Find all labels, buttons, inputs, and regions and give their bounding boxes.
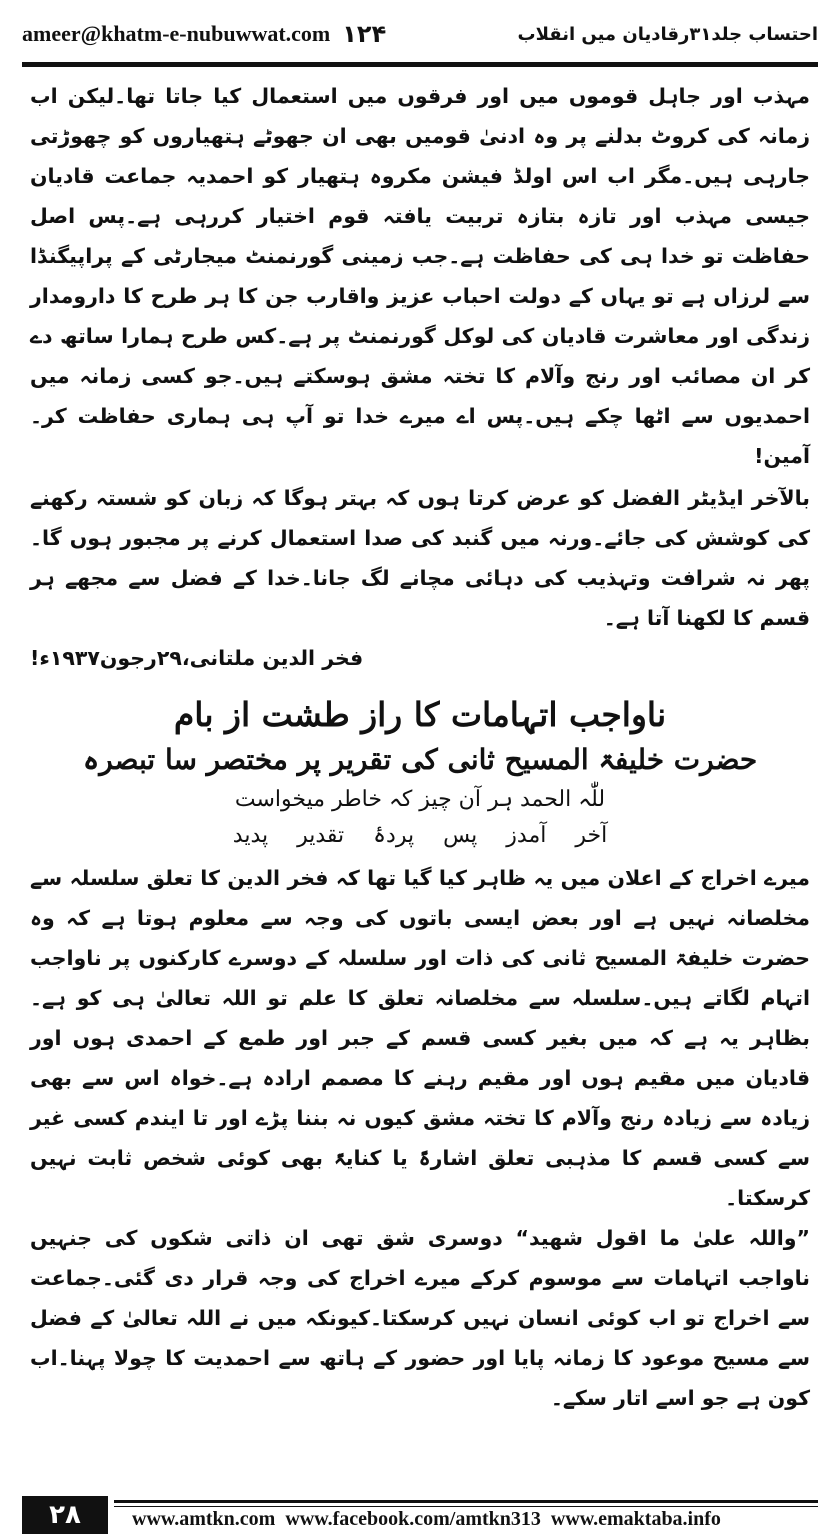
folio-number: ۲۸ <box>22 1496 108 1534</box>
article1-paragraph-2: بالآخر ایڈیٹر الفضل کو عرض کرتا ہوں کہ بہتر ہوگا کہ زبان کو شستہ رکھنے کی کوشش کی جائے۔ورنہ میں گنبد کی صدا استعمال کرنے پر مجبور ہوں گا۔پھر نہ شرافت وتہذیب کی دہائی مچانے لگ جانا۔خدا کے فضل سے مجھے ہر قسم کا لکھنا آتا ہے۔ <box>30 486 810 630</box>
article-subheading: حضرت خلیفۃ المسیح ثانی کی تقریر پر مختصر سا تبصرہ <box>82 743 758 776</box>
page-content <box>30 76 810 1418</box>
footer-links <box>132 1508 818 1531</box>
footer-link-facebook[interactable]: www.facebook.com/amtkn313 <box>285 1508 541 1530</box>
header-rule <box>22 62 818 67</box>
signoff-row <box>30 638 810 678</box>
running-title: احتساب جلد۳۱رقادیان میں انقلاب <box>517 23 818 45</box>
header-left <box>22 20 386 48</box>
footer-rules <box>114 1500 818 1507</box>
author-signoff: فخر الدین ملتانی،۲۹رجون۱۹۳۷ء! <box>30 646 364 670</box>
footer-link-emaktaba[interactable]: www.emaktaba.info <box>550 1508 721 1530</box>
page-number: ۱۲۴ <box>342 20 387 48</box>
article2-paragraph-2: ”واللہ علیٰ ما اقول شھید“ دوسری شق تھی ان ذاتی شکوں کی جنہیں ناواجب اتہامات سے موسوم کرکے میرے اخراج کی وجہ قرار دی گئی۔جماعت سے اخراج تو اب کوئی انسان نہیں کرسکتا۔کیونکہ میں نے اللہ تعالیٰ کے فضل سے مسیح موعود کا زمانہ پایا اور حضور کے ہاتھ سے احمدیت کا چولا پہنا۔اب کون ہے جو اسے اتار سکے۔ <box>30 1226 810 1410</box>
page-header <box>22 14 818 54</box>
article2-paragraph-1: میرے اخراج کے اعلان میں یہ ظاہر کیا گیا تھا کہ فخر الدین کا تعلق سلسلہ سے مخلصانہ نہیں ہے اور بعض ایسی باتوں کی وجہ سے معلوم ہوتا ہے کہ وہ حضرت خلیفۃ المسیح ثانی کی ذات اور سلسلہ کے دوسرے کارکنوں پر ناواجب اتہام لگاتے ہیں۔سلسلہ سے مخلصانہ تعلق کا علم تو اللہ تعالیٰ ہی کو ہے۔بظاہر یہ ہے کہ میں بغیر کسی قسم کے جبر اور طمع کے احمدی ہوں اور قادیان میں مقیم ہوں اور مقیم رہنے کا مصمم ارادہ ہے۔خواہ اس سے بھی زیادہ سے زیادہ رنج وآلام کا تختہ مشق کیوں نہ بننا پڑے اور تا ایندم کسی غیر سے کسی قسم کا مذہبی تعلق اشارۃً یا کنایۃً بھی کوئی شخص ثابت نہیں کرسکتا۔ <box>30 866 810 1210</box>
header-email[interactable]: ameer@khatm-e-nubuwwat.com <box>22 21 331 46</box>
verse-line-1: للّٰہ الحمد ہر آن چیز کہ خاطر میخواست <box>234 787 606 812</box>
footer-link-amtkn[interactable]: www.amtkn.com <box>132 1508 276 1530</box>
verse-line-2: آخر آمدز پس پردۂ تقدیر پدید <box>232 823 608 848</box>
article-heading: ناواجب اتہامات کا راز طشت از بام <box>173 695 667 734</box>
page-footer <box>22 1496 818 1534</box>
footer-rule-thick <box>114 1500 818 1503</box>
article1-paragraph-1: مہذب اور جاہل قوموں میں اور فرقوں میں استعمال کیا جاتا تھا۔لیکن اب زمانہ کی کروٹ بدلنے پر وہ ادنیٰ قومیں بھی ان جھوٹے ہتھیاروں کو چھوڑتی جارہی ہیں۔مگر اب اس اولڈ فیشن مکروہ ہتھیار کو احمدیہ جماعت قادیان جیسی مہذب اور تازہ بتازہ تربیت یافتہ قوم اختیار کررہی ہے۔پس اصل حفاظت تو خدا ہی کی حفاظت ہے۔جب زمینی گورنمنٹ میجارٹی کے پراپیگنڈا سے لرزاں ہے تو یہاں کے دولت احباب عزیز واقارب جن کا ہر طرح کا دارومدار زندگی اور معاشرت قادیان کی لوکل گورنمنٹ پر ہے۔کس طرح ہمارا ساتھ دے کر ان مصائب اور رنج وآلام کا تختہ مشق ہوسکتے ہیں۔جو کسی زمانہ میں احمدیوں سے اٹھا چکے ہیں۔پس اے میرے خدا تو آپ ہی ہماری حفاظت کر۔آمین! <box>30 84 810 468</box>
footer-rule-thin <box>114 1506 818 1507</box>
